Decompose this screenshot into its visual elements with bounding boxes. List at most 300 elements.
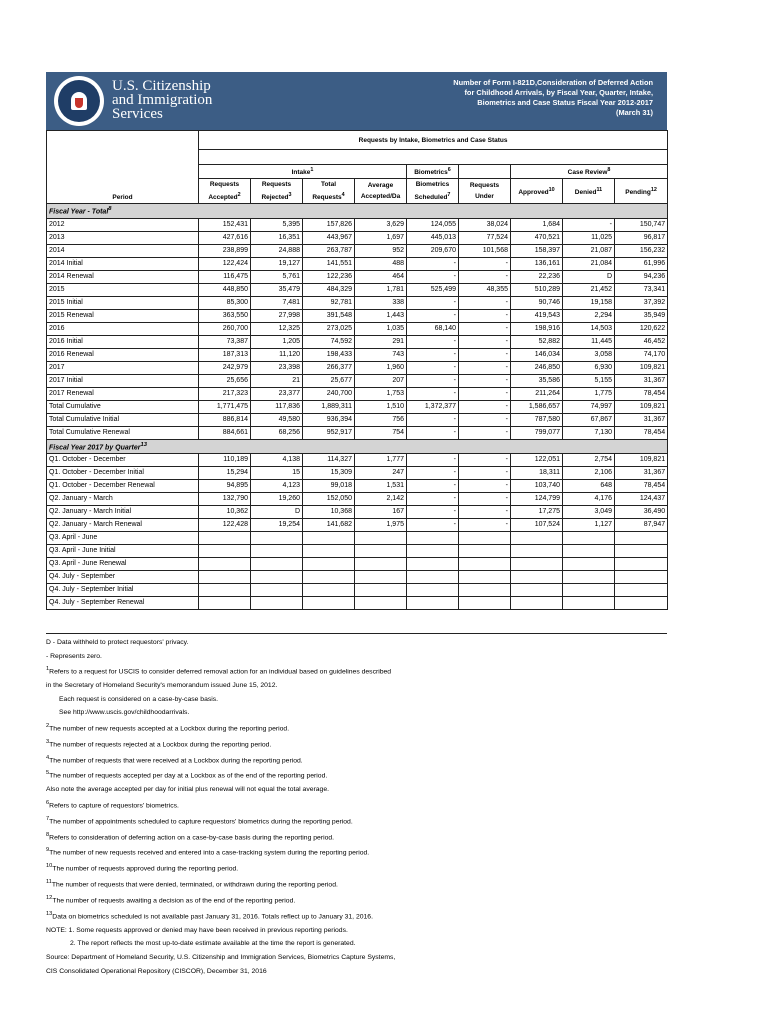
value-cell: 122,051 <box>511 453 563 466</box>
value-cell: 952 <box>355 244 407 257</box>
period-cell: Total Cumulative <box>47 400 199 413</box>
value-cell: 114,327 <box>303 453 355 466</box>
value-cell: - <box>407 505 459 518</box>
value-cell: - <box>407 309 459 322</box>
value-cell <box>511 583 563 596</box>
value-cell <box>615 544 668 557</box>
value-cell <box>511 557 563 570</box>
footnote-line: $^{11}$The number of requests that were denied, terminated, or withdrawn during the reporting period. <box>46 879 338 889</box>
table-row <box>47 400 668 413</box>
value-cell <box>615 557 668 570</box>
value-cell: 116,475 <box>199 270 251 283</box>
value-cell: 124,055 <box>407 218 459 231</box>
table-row <box>47 322 668 335</box>
col-average-accepted: Average Accepted/Da <box>355 179 407 204</box>
value-cell <box>563 570 615 583</box>
value-cell <box>199 557 251 570</box>
value-cell: 99,018 <box>303 479 355 492</box>
value-cell: 884,661 <box>199 426 251 439</box>
period-cell: 2017 Initial <box>47 374 199 387</box>
value-cell: 21,084 <box>563 257 615 270</box>
value-cell: 2,294 <box>563 309 615 322</box>
col-denied: Denied$^{11}$ <box>563 179 615 204</box>
value-cell: 146,034 <box>511 348 563 361</box>
value-cell <box>407 544 459 557</box>
value-cell <box>251 544 303 557</box>
report-title-line: Biometrics and Case Status Fiscal Year 2012-2017 <box>477 98 653 107</box>
value-cell: 484,329 <box>303 283 355 296</box>
value-cell: 78,454 <box>615 387 668 400</box>
table-row <box>47 270 668 283</box>
footnote-line: 2. The report reflects the most up-to-date estimate available at the time the report is generated. <box>70 940 356 948</box>
report-title <box>403 78 653 118</box>
table-row <box>47 505 668 518</box>
value-cell <box>459 544 511 557</box>
value-cell: 1,960 <box>355 361 407 374</box>
value-cell: 211,264 <box>511 387 563 400</box>
value-cell: 5,395 <box>251 218 303 231</box>
value-cell: 525,499 <box>407 283 459 296</box>
value-cell: 18,311 <box>511 466 563 479</box>
value-cell <box>355 531 407 544</box>
value-cell: 510,289 <box>511 283 563 296</box>
value-cell: - <box>459 387 511 400</box>
blank-header-row <box>199 150 668 165</box>
period-cell: Q1. October - December <box>47 453 199 466</box>
value-cell: 23,377 <box>251 387 303 400</box>
value-cell: 470,521 <box>511 231 563 244</box>
period-header: Period <box>47 131 199 204</box>
value-cell <box>251 570 303 583</box>
value-cell <box>355 557 407 570</box>
value-cell <box>199 596 251 609</box>
value-cell: 443,967 <box>303 231 355 244</box>
value-cell: 68,256 <box>251 426 303 439</box>
footnote-line: $^{10}$The number of requests approved during the reporting period. <box>46 863 239 873</box>
value-cell: 101,568 <box>459 244 511 257</box>
value-cell: 74,592 <box>303 335 355 348</box>
value-cell: 448,850 <box>199 283 251 296</box>
value-cell: - <box>459 335 511 348</box>
value-cell: 21,087 <box>563 244 615 257</box>
col-approved: Approved$^{10}$ <box>511 179 563 204</box>
period-cell: 2013 <box>47 231 199 244</box>
blank-group-cell <box>459 165 511 179</box>
value-cell: 23,398 <box>251 361 303 374</box>
value-cell: 152,050 <box>303 492 355 505</box>
value-cell: 266,377 <box>303 361 355 374</box>
value-cell: - <box>459 505 511 518</box>
value-cell: 754 <box>355 426 407 439</box>
footnote-line: $^5$The number of requests accepted per day at a Lockbox as of the end of the reporting period. <box>46 770 328 780</box>
value-cell: 38,024 <box>459 218 511 231</box>
period-cell: 2015 Initial <box>47 296 199 309</box>
value-cell: 136,161 <box>511 257 563 270</box>
agency-line: Services <box>112 106 163 122</box>
value-cell <box>511 596 563 609</box>
value-cell: 73,341 <box>615 283 668 296</box>
report-title-line: Number of Form I-821D,Consideration of Deferred Action <box>453 78 653 87</box>
value-cell: - <box>459 322 511 335</box>
footnote-divider <box>46 633 667 634</box>
value-cell: 110,189 <box>199 453 251 466</box>
value-cell: 464 <box>355 270 407 283</box>
value-cell <box>251 557 303 570</box>
value-cell: 122,428 <box>199 518 251 531</box>
section-fiscal-year-total <box>47 204 668 218</box>
value-cell: 5,155 <box>563 374 615 387</box>
value-cell: 132,790 <box>199 492 251 505</box>
col-biometrics-scheduled: Biometrics Scheduled$^7$ <box>407 179 459 204</box>
value-cell <box>563 531 615 544</box>
value-cell: - <box>459 270 511 283</box>
value-cell: 67,867 <box>563 413 615 426</box>
value-cell: 120,622 <box>615 322 668 335</box>
value-cell: 3,058 <box>563 348 615 361</box>
value-cell: - <box>407 335 459 348</box>
value-cell: 109,821 <box>615 400 668 413</box>
table-row <box>47 531 668 544</box>
footnote-line: $^2$The number of new requests accepted at a Lockbox during the reporting period. <box>46 722 290 733</box>
table-row <box>47 335 668 348</box>
period-cell: 2015 Renewal <box>47 309 199 322</box>
value-cell: - <box>459 309 511 322</box>
value-cell: - <box>407 426 459 439</box>
value-cell: 7,481 <box>251 296 303 309</box>
col-pending: Pending$^{12}$ <box>615 179 668 204</box>
value-cell <box>303 596 355 609</box>
value-cell: 4,138 <box>251 453 303 466</box>
value-cell <box>251 583 303 596</box>
value-cell: 78,454 <box>615 479 668 492</box>
value-cell <box>459 596 511 609</box>
data-table <box>46 130 668 610</box>
table-row <box>47 518 668 531</box>
value-cell <box>615 531 668 544</box>
period-cell: 2014 Initial <box>47 257 199 270</box>
value-cell: 7,130 <box>563 426 615 439</box>
value-cell <box>511 531 563 544</box>
value-cell: 10,362 <box>199 505 251 518</box>
value-cell <box>459 531 511 544</box>
value-cell: 187,313 <box>199 348 251 361</box>
footnote-line: CIS Consolidated Operational Repository (CISCOR), December 31, 2016 <box>46 967 267 975</box>
value-cell: - <box>407 479 459 492</box>
value-cell <box>615 570 668 583</box>
table-row <box>47 413 668 426</box>
value-cell: - <box>407 348 459 361</box>
footnote-line: Source: Department of Homeland Security, U.S. Citizenship and Immigration Services, Biometrics Capture Systems, <box>46 953 396 961</box>
value-cell: - <box>459 400 511 413</box>
value-cell: 1,889,311 <box>303 400 355 413</box>
value-cell <box>355 544 407 557</box>
footnotes <box>46 636 676 978</box>
value-cell: 156,232 <box>615 244 668 257</box>
value-cell: 1,127 <box>563 518 615 531</box>
dhs-seal-icon <box>54 76 104 126</box>
value-cell: 85,300 <box>199 296 251 309</box>
value-cell: D <box>563 270 615 283</box>
table-row <box>47 244 668 257</box>
value-cell <box>511 544 563 557</box>
value-cell <box>407 557 459 570</box>
value-cell: 363,550 <box>199 309 251 322</box>
value-cell <box>563 544 615 557</box>
value-cell: 78,454 <box>615 426 668 439</box>
value-cell: 117,836 <box>251 400 303 413</box>
value-cell: 36,490 <box>615 505 668 518</box>
value-cell: 19,158 <box>563 296 615 309</box>
period-cell: 2014 Renewal <box>47 270 199 283</box>
value-cell: 2,142 <box>355 492 407 505</box>
value-cell: 238,899 <box>199 244 251 257</box>
value-cell: D <box>251 505 303 518</box>
value-cell: - <box>407 296 459 309</box>
value-cell: - <box>407 492 459 505</box>
footnote-line: $^1$Refers to a request for USCIS to consider deferred removal action for an individual based on guidelines described <box>46 666 392 676</box>
value-cell <box>407 531 459 544</box>
value-cell: 141,551 <box>303 257 355 270</box>
footnote-line: $^6$Refers to capture of requestors' biometrics. <box>46 799 179 810</box>
footnote-line: $^4$The number of requests that were received at a Lockbox during the reporting period. <box>46 754 303 764</box>
section-label: Fiscal Year - Total$^8$ <box>47 204 668 218</box>
value-cell: 1,777 <box>355 453 407 466</box>
value-cell: 799,077 <box>511 426 563 439</box>
value-cell: 198,433 <box>303 348 355 361</box>
table-row <box>47 426 668 439</box>
value-cell: 217,323 <box>199 387 251 400</box>
value-cell: 2,106 <box>563 466 615 479</box>
col-requests-under: Requests Under <box>459 179 511 204</box>
value-cell <box>355 570 407 583</box>
value-cell: 1,035 <box>355 322 407 335</box>
value-cell: 77,524 <box>459 231 511 244</box>
col-requests-accepted: Requests Accepted$^2$ <box>199 179 251 204</box>
value-cell: 4,123 <box>251 479 303 492</box>
value-cell: 5,761 <box>251 270 303 283</box>
value-cell: 48,355 <box>459 283 511 296</box>
period-cell: 2012 <box>47 218 199 231</box>
value-cell: 291 <box>355 335 407 348</box>
value-cell: 16,351 <box>251 231 303 244</box>
value-cell: - <box>459 453 511 466</box>
value-cell: 3,629 <box>355 218 407 231</box>
period-cell: Q2. January - March Initial <box>47 505 199 518</box>
report-title-line: (March 31) <box>616 108 653 117</box>
period-cell: 2016 <box>47 322 199 335</box>
value-cell: 1,975 <box>355 518 407 531</box>
value-cell: 263,787 <box>303 244 355 257</box>
table-row <box>47 296 668 309</box>
value-cell <box>407 570 459 583</box>
value-cell: - <box>459 257 511 270</box>
footnote-line: D - Data withheld to protect requestors' privacy. <box>46 639 189 646</box>
report-sheet <box>46 72 667 610</box>
value-cell: 49,580 <box>251 413 303 426</box>
value-cell: 124,799 <box>511 492 563 505</box>
value-cell: 936,394 <box>303 413 355 426</box>
value-cell: 273,025 <box>303 322 355 335</box>
value-cell <box>199 570 251 583</box>
value-cell: - <box>459 479 511 492</box>
value-cell: 27,998 <box>251 309 303 322</box>
table-row <box>47 374 668 387</box>
value-cell: 31,367 <box>615 374 668 387</box>
table-row <box>47 583 668 596</box>
value-cell <box>407 583 459 596</box>
value-cell: - <box>459 492 511 505</box>
value-cell: 338 <box>355 296 407 309</box>
value-cell: 25,656 <box>199 374 251 387</box>
value-cell: 242,979 <box>199 361 251 374</box>
value-cell: 419,543 <box>511 309 563 322</box>
period-cell: Total Cumulative Initial <box>47 413 199 426</box>
value-cell: 103,740 <box>511 479 563 492</box>
value-cell: - <box>459 518 511 531</box>
report-title-line: for Childhood Arrivals, by Fiscal Year, Quarter, Intake, <box>464 88 653 97</box>
value-cell <box>563 583 615 596</box>
period-cell: 2017 Renewal <box>47 387 199 400</box>
value-cell <box>615 596 668 609</box>
value-cell: 743 <box>355 348 407 361</box>
value-cell: 141,682 <box>303 518 355 531</box>
period-cell: Q3. April - June Initial <box>47 544 199 557</box>
period-cell: Q3. April - June Renewal <box>47 557 199 570</box>
value-cell: 150,747 <box>615 218 668 231</box>
period-cell: 2016 Renewal <box>47 348 199 361</box>
agency-name <box>112 79 212 121</box>
value-cell: 1,775 <box>563 387 615 400</box>
value-cell: 246,850 <box>511 361 563 374</box>
footnote-line: $^3$The number of requests rejected at a Lockbox during the reporting period. <box>46 738 272 748</box>
period-cell: 2017 <box>47 361 199 374</box>
value-cell: 15,309 <box>303 466 355 479</box>
value-cell: 1,684 <box>511 218 563 231</box>
footnote-line: NOTE: 1. Some requests approved or denied may have been received in previous reporting periods. <box>46 926 348 934</box>
value-cell: 19,260 <box>251 492 303 505</box>
value-cell <box>303 570 355 583</box>
value-cell: 25,677 <box>303 374 355 387</box>
period-cell: 2014 <box>47 244 199 257</box>
value-cell <box>459 583 511 596</box>
footnote-line: $^{12}$The number of requests awaiting a decision as of the end of the reporting period. <box>46 895 296 905</box>
value-cell: 12,325 <box>251 322 303 335</box>
report-banner <box>46 72 667 130</box>
value-cell: 6,930 <box>563 361 615 374</box>
value-cell <box>251 596 303 609</box>
footnote-line: $^9$The number of new requests received and entered into a case-tracking system during the reporting period. <box>46 847 370 857</box>
period-cell: 2015 <box>47 283 199 296</box>
period-cell: Q4. July - September <box>47 570 199 583</box>
value-cell <box>563 557 615 570</box>
value-cell: 152,431 <box>199 218 251 231</box>
value-cell: 31,367 <box>615 466 668 479</box>
table-row <box>47 387 668 400</box>
table-row <box>47 348 668 361</box>
table-row <box>47 544 668 557</box>
value-cell: - <box>407 257 459 270</box>
table-row <box>47 596 668 609</box>
footnote-line: Also note the average accepted per day for initial plus renewal will not equal the total average. <box>46 786 330 794</box>
value-cell: 952,917 <box>303 426 355 439</box>
value-cell: 1,205 <box>251 335 303 348</box>
value-cell: 198,916 <box>511 322 563 335</box>
footnote-line: in the Secretary of Homeland Security's memorandum issued June 15, 2012. <box>46 682 278 690</box>
table-row <box>47 283 668 296</box>
biometrics-group-header: Biometrics$^6$ <box>407 165 459 179</box>
table-row <box>47 361 668 374</box>
value-cell: 107,524 <box>511 518 563 531</box>
value-cell: 94,895 <box>199 479 251 492</box>
footnote-line: Each request is considered on a case-by-case basis. <box>59 695 219 703</box>
value-cell: 35,586 <box>511 374 563 387</box>
value-cell: - <box>407 374 459 387</box>
value-cell: 157,826 <box>303 218 355 231</box>
value-cell: 1,697 <box>355 231 407 244</box>
period-cell: Q4. July - September Renewal <box>47 596 199 609</box>
super-header: Requests by Intake, Biometrics and Case Status <box>199 131 668 150</box>
period-cell: Q1. October - December Initial <box>47 466 199 479</box>
value-cell: 648 <box>563 479 615 492</box>
period-cell: Q2. January - March Renewal <box>47 518 199 531</box>
value-cell <box>303 531 355 544</box>
table-row <box>47 231 668 244</box>
value-cell: 886,814 <box>199 413 251 426</box>
value-cell: - <box>459 413 511 426</box>
value-cell: 19,127 <box>251 257 303 270</box>
value-cell: 488 <box>355 257 407 270</box>
value-cell: 31,367 <box>615 413 668 426</box>
value-cell: 427,616 <box>199 231 251 244</box>
value-cell <box>199 531 251 544</box>
value-cell: - <box>407 518 459 531</box>
value-cell <box>303 583 355 596</box>
value-cell: 52,882 <box>511 335 563 348</box>
value-cell <box>407 596 459 609</box>
table-row <box>47 557 668 570</box>
agency-line: U.S. Citizenship <box>112 78 211 94</box>
intake-group-header: Intake$^1$ <box>199 165 407 179</box>
value-cell: 391,548 <box>303 309 355 322</box>
period-cell: Q3. April - June <box>47 531 199 544</box>
table-row <box>47 257 668 270</box>
value-cell <box>459 570 511 583</box>
section-label: Fiscal Year 2017 by Quarter$^{13}$ <box>47 439 668 453</box>
value-cell: 11,120 <box>251 348 303 361</box>
value-cell: - <box>459 466 511 479</box>
table-row <box>47 453 668 466</box>
value-cell: 122,424 <box>199 257 251 270</box>
value-cell: 96,817 <box>615 231 668 244</box>
value-cell: 158,397 <box>511 244 563 257</box>
value-cell: - <box>407 387 459 400</box>
value-cell: 11,445 <box>563 335 615 348</box>
value-cell: 109,821 <box>615 361 668 374</box>
value-cell <box>459 557 511 570</box>
value-cell: 94,236 <box>615 270 668 283</box>
col-total-requests: Total Requests$^4$ <box>303 179 355 204</box>
period-cell: Q1. October - December Renewal <box>47 479 199 492</box>
table-row <box>47 570 668 583</box>
value-cell: 3,049 <box>563 505 615 518</box>
agency-line: and Immigration <box>112 92 213 108</box>
value-cell <box>511 570 563 583</box>
value-cell: - <box>459 296 511 309</box>
value-cell: 787,580 <box>511 413 563 426</box>
value-cell: 109,821 <box>615 453 668 466</box>
value-cell: - <box>459 348 511 361</box>
value-cell: 445,013 <box>407 231 459 244</box>
